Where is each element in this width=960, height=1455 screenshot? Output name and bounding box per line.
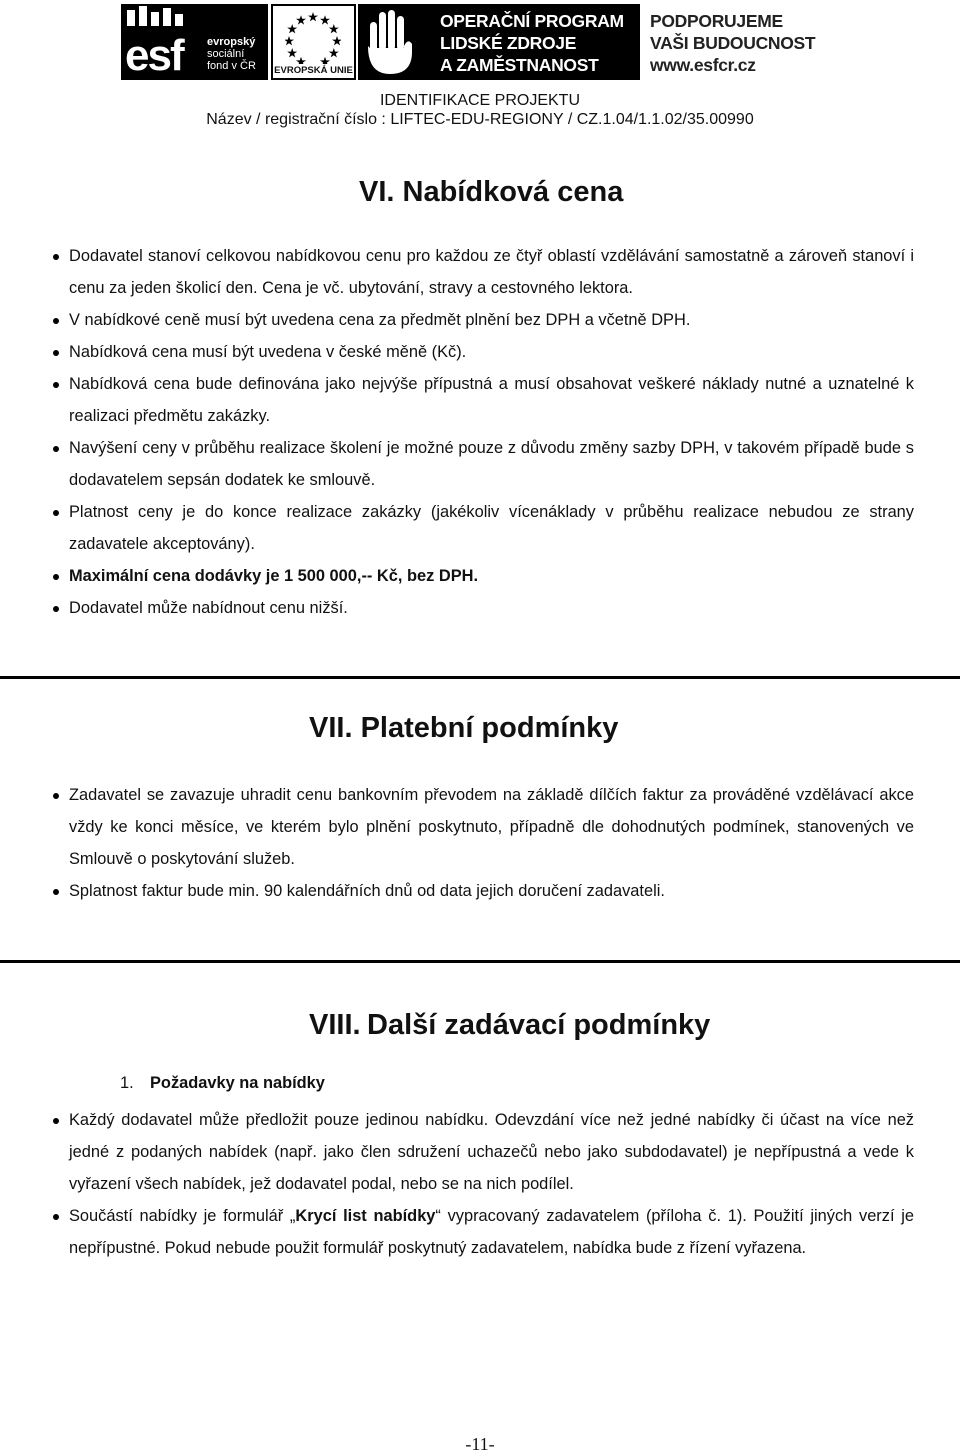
bullet-icon	[53, 574, 59, 580]
subsection-heading	[120, 1074, 325, 1093]
page-number: -11-	[465, 1434, 495, 1454]
section-6-list	[50, 240, 914, 624]
oplz-line-1: OPERAČNÍ PROGRAM	[440, 11, 624, 31]
esf-line-3: fond v ČR	[207, 60, 256, 72]
list-item: Platnost ceny je do konce realizace zakázky (jakékoliv vícenáklady v průběhu realizace nebudou ze strany zadavatele akceptovány).	[50, 496, 914, 560]
list-item: Splatnost faktur bude min. 90 kalendářních dnů od data jejich doručení zadavateli.	[50, 875, 914, 907]
list-item: V nabídkové ceně musí být uvedena cena za předmět plnění bez DPH a včetně DPH.	[50, 304, 914, 336]
podporujeme-url: www.esfcr.cz	[650, 55, 756, 75]
list-item	[50, 1200, 914, 1264]
oplz-line-3: A ZAMĚSTNANOST	[440, 55, 599, 75]
bullet-icon	[53, 318, 59, 324]
section-7-title: VII. Platební podmínky	[309, 712, 619, 744]
project-id-title: IDENTIFIKACE PROJEKTU	[379, 92, 581, 109]
podporujeme-text	[650, 10, 815, 76]
eu-stars-icon	[285, 8, 341, 64]
list-item: Nabídková cena musí být uvedena v české měně (Kč).	[50, 336, 914, 368]
list-item: Zadavatel se zavazuje uhradit cenu bankovním převodem na základě dílčích faktur za prováděné vzdělávací akce vždy ke konci měsíce, ve kterém bylo plnění poskytnuto, případně dle dohodnutých podmínek, stanovených ve Smlouvě o poskytování služeb.	[50, 779, 914, 875]
bullet-icon	[53, 1214, 59, 1220]
bullet-icon	[53, 793, 59, 799]
subsection-title: Požadavky na nabídky	[150, 1074, 325, 1092]
svg-text:esf: esf	[125, 31, 183, 76]
list-item-text: Součástí nabídky je formulář „Krycí list nabídky“ vypracovaný zadavatelem (příloha č. 1). Použití jiných verzí je nepřípustné. Pokud nebude použit formulář poskytnutý zadavatelem, nabídka bude z řízení vyřazena.	[69, 1207, 914, 1257]
bullet-icon	[53, 382, 59, 388]
section-divider	[0, 960, 960, 963]
header-logo-strip	[121, 4, 830, 80]
list-item: Navýšení ceny v průběhu realizace školení je možné pouze z důvodu změny sazby DPH, v takovém případě bude s dodavatelem sepsán dodatek ke smlouvě.	[50, 432, 914, 496]
podporujeme-line-1: PODPORUJEME	[650, 11, 783, 31]
list-item-emphasis: Maximální cena dodávky je 1 500 000,-- Kč, bez DPH.	[50, 560, 914, 592]
list-item: Dodavatel stanoví celkovou nabídkovou cenu pro každou ze čtyř oblastí vzdělávání samostatně a zároveň stanoví i cenu za jeden školicí den. Cena je vč. ubytování, stravy a cestovného lektora.	[50, 240, 914, 304]
list-item: Dodavatel může nabídnout cenu nižší.	[50, 592, 914, 624]
oplz-logo-text	[440, 10, 624, 76]
section-8-title-text: Další zadávací podmínky	[367, 1009, 711, 1041]
section-6-title: VI. Nabídková cena	[359, 176, 624, 208]
esf-line-1: evropský	[207, 36, 256, 48]
project-id-value: Název / registrační číslo : LIFTEC-EDU-REGIONY / CZ.1.04/1.1.02/35.00990	[206, 111, 754, 128]
bullet-icon	[53, 350, 59, 356]
bullet-icon	[53, 254, 59, 260]
list-item: Každý dodavatel může předložit pouze jedinou nabídku. Odevzdání více než jedné nabídky či účast na více než jedné z podaných nabídek (např. jako člen sdružení uchazečů nebo jako subdodavatel) je nepřípustná a vede k vyřazení všech nabídek, jež dodavatel podal, nebo se na nich podílel.	[50, 1104, 914, 1200]
bullet-icon	[53, 889, 59, 895]
section-divider	[0, 676, 960, 679]
section-8-number: VIII.	[309, 1009, 361, 1041]
bullet-icon	[53, 606, 59, 612]
hand-icon	[364, 8, 418, 76]
project-identification	[0, 91, 960, 129]
oplz-line-2: LIDSKÉ ZDROJE	[440, 33, 577, 53]
eu-logo	[271, 4, 356, 80]
bullet-icon	[53, 446, 59, 452]
esf-logo	[121, 4, 268, 80]
bullet-icon	[53, 1118, 59, 1124]
section-8-title	[309, 1009, 710, 1042]
eu-logo-label: EVROPSKÁ UNIE	[274, 65, 353, 76]
podporujeme-logo	[642, 4, 830, 80]
subsection-number: 1.	[120, 1074, 134, 1092]
podporujeme-line-2: VAŠI BUDOUCNOST	[650, 33, 816, 53]
oplz-logo	[358, 4, 640, 80]
esf-logo-text	[207, 36, 256, 72]
esf-line-2: sociální	[207, 48, 245, 60]
list-item: Nabídková cena bude definována jako nejvýše přípustná a musí obsahovat veškeré náklady nutné a uznatelné k realizaci předmětu zakázky.	[50, 368, 914, 432]
form-name: Krycí list nabídky	[295, 1207, 436, 1225]
section-7-list	[50, 779, 914, 907]
section-8-list	[50, 1104, 914, 1264]
bullet-icon	[53, 510, 59, 516]
esf-mark-icon	[125, 6, 201, 76]
